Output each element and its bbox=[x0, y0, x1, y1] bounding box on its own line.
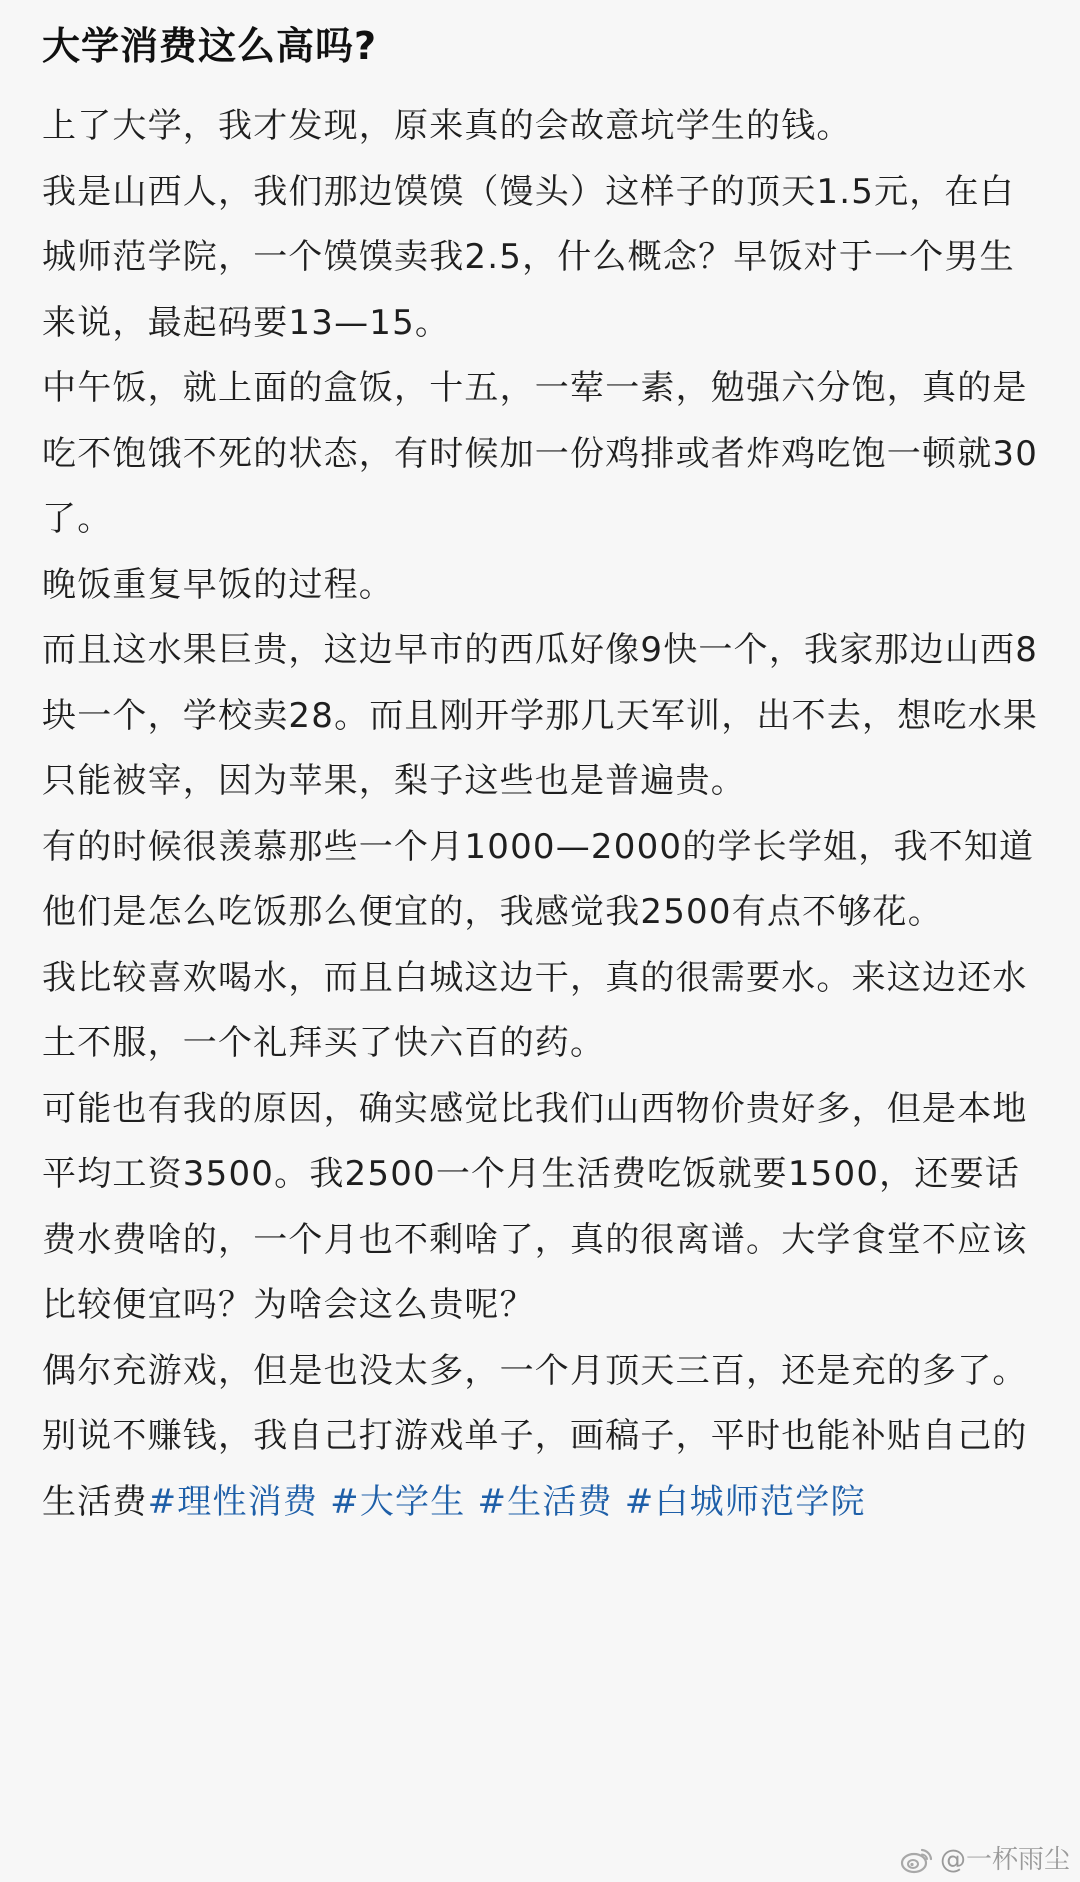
watermark-text: @一杯雨尘 bbox=[939, 1845, 1070, 1875]
hashtag-rational-consumption[interactable]: #理性消费 bbox=[147, 1481, 319, 1522]
paragraph-4: 晚饭重复早饭的过程。 bbox=[42, 564, 394, 605]
paragraph-7: 我比较喜欢喝水，而且白城这边干，真的很需要水。来这边还水土不服，一个礼拜买了快六百的药。 bbox=[42, 957, 1028, 1063]
post-title: 大学消费这么高吗? bbox=[42, 24, 378, 68]
paragraph-2: 我是山西人，我们那边馍馍（馒头）这样子的顶天1.5元，在白城师范学院，一个馍馍卖我2.5，什么概念？早饭对于一个男生来说，最起码要13—15。 bbox=[42, 171, 1015, 343]
paragraph-10 bbox=[42, 1404, 1042, 1535]
paragraph-5: 而且这水果巨贵，这边早市的西瓜好像9快一个，我家那边山西8块一个，学校卖28。而且刚开学那几天军训，出不去，想吃水果只能被宰，因为苹果，梨子这些也是普遍贵。 bbox=[42, 630, 1039, 801]
hashtag-living-expenses[interactable]: #生活费 bbox=[477, 1481, 613, 1522]
paragraph-10-text: 别说不赚钱，我自己打游戏单子，画稿子，平时也能补贴自己的生活费 bbox=[42, 1416, 1028, 1522]
paragraph-9: 偶尔充游戏，但是也没太多，一个月顶天三百，还是充的多了。 bbox=[42, 1350, 1028, 1391]
paragraph-1: 上了大学，我才发现，原来真的会故意坑学生的钱。 bbox=[42, 106, 852, 146]
paragraph-6: 有的时候很羡慕那些一个月1000—2000的学长学姐，我不知道他们是怎么吃饭那么便宜的，我感觉我2500有点不够花。 bbox=[42, 826, 1035, 932]
hashtag-baicheng-normal-university[interactable]: #白城师范学院 bbox=[624, 1481, 866, 1522]
watermark bbox=[900, 1844, 1070, 1876]
weibo-icon bbox=[900, 1846, 934, 1874]
hashtag-college-student[interactable]: #大学生 bbox=[330, 1481, 466, 1522]
post-body bbox=[42, 94, 1042, 1535]
paragraph-8: 可能也有我的原因，确实感觉比我们山西物价贵好多，但是本地平均工资3500。我2500一个月生活费吃饭就要1500，还要话费水费啥的，一个月也不剩啥了，真的很离谱。大学食堂不应该比较便宜吗？为啥会这么贵呢？ bbox=[42, 1088, 1028, 1325]
paragraph-3: 中午饭，就上面的盒饭，十五，一荤一素，勉强六分饱，真的是吃不饱饿不死的状态，有时候加一份鸡排或者炸鸡吃饱一顿就30了。 bbox=[42, 368, 1039, 539]
